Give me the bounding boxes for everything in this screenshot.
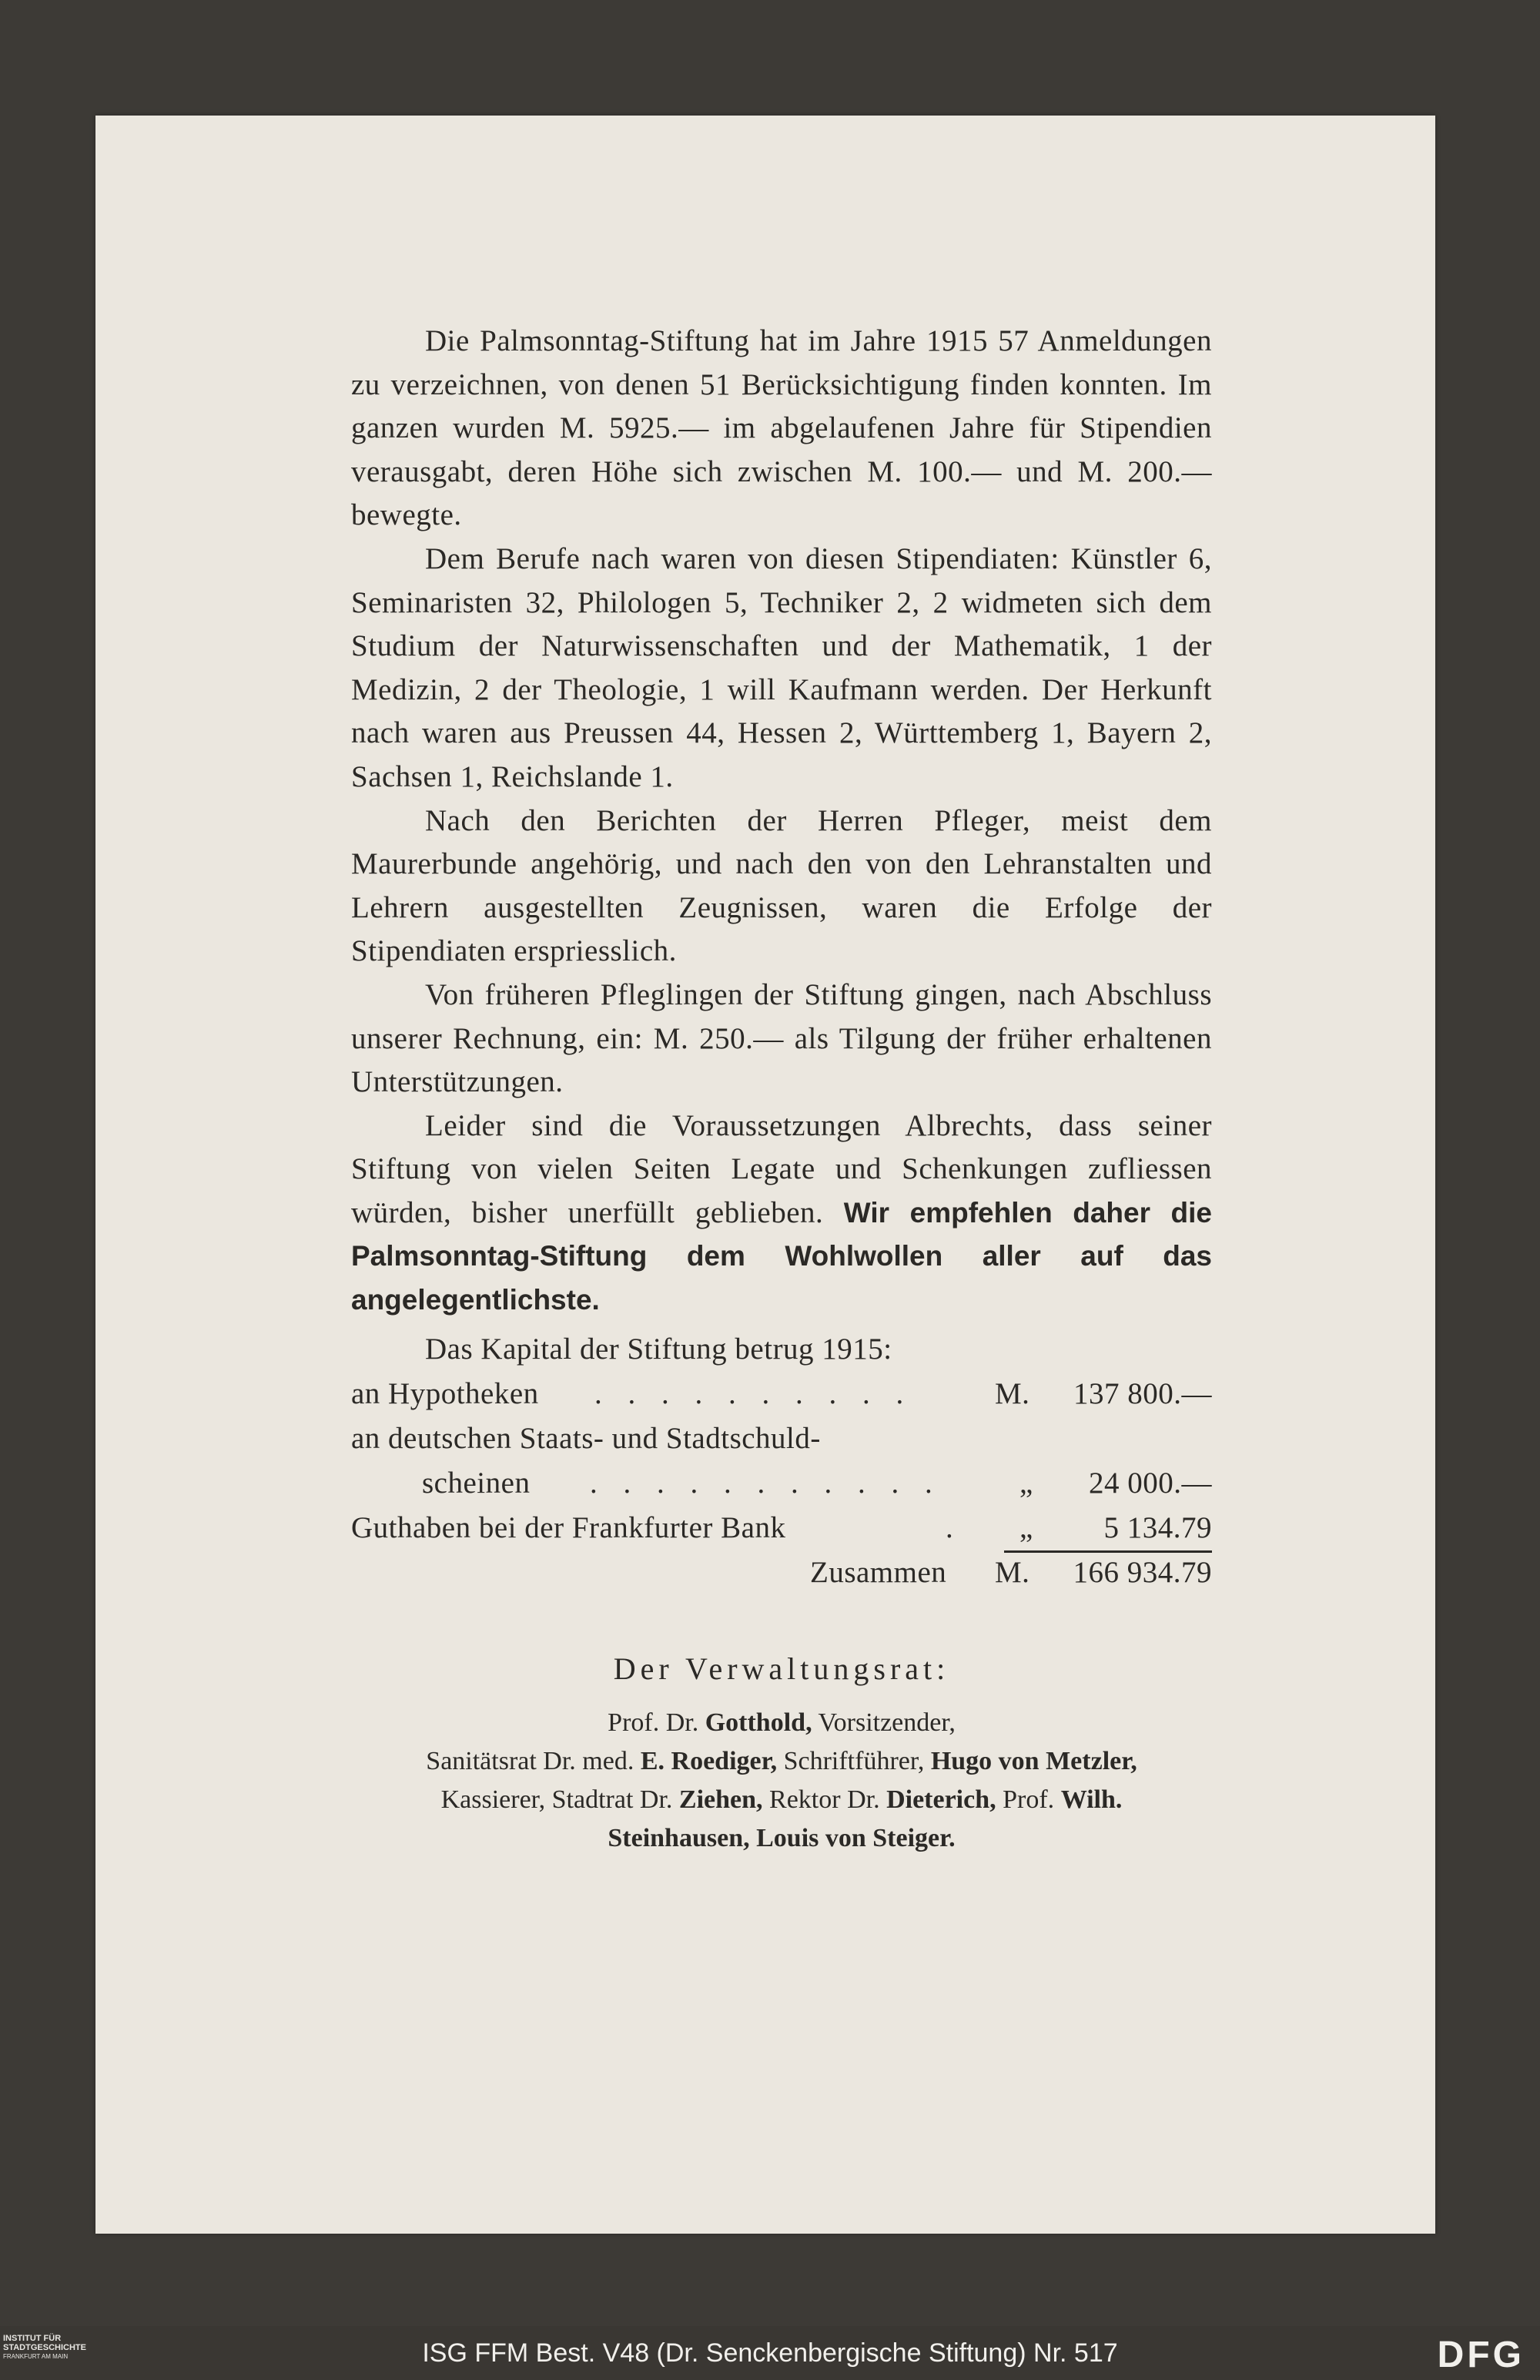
archive-signature: ISG FFM Best. V48 (Dr. Senckenbergische Stiftung) Nr. 517 bbox=[422, 2338, 1118, 2368]
currency: M. bbox=[995, 1376, 1030, 1410]
institute-city: FRANKFURT AM MAIN bbox=[3, 2353, 69, 2360]
council-members bbox=[351, 1704, 1212, 1858]
paragraph-5-text: Leider sind die Voraussetzungen Albrechts, dass seiner Stiftung von vielen Seiten Legate und Schenkungen zufliessen würden, bisher unerfüllt geblieben. bbox=[351, 1108, 1212, 1229]
member-name: E. Roediger, bbox=[640, 1746, 778, 1775]
council-text: Prof. Dr. bbox=[608, 1708, 699, 1737]
leader-dots: . . . . . . . . . . . bbox=[590, 1466, 942, 1500]
member-name: Hugo von Metzler, bbox=[930, 1746, 1137, 1775]
council-heading: Der Verwaltungsrat: bbox=[613, 1651, 950, 1686]
ledger-label: Guthaben bei der Frankfurter Bank bbox=[351, 1510, 786, 1544]
council-text: Rektor Dr. bbox=[769, 1785, 880, 1814]
ledger-row-bank bbox=[351, 1506, 1212, 1550]
paragraph-5 bbox=[351, 1105, 1212, 1322]
paragraph-4: Von früheren Pfleglingen der Stiftung gingen, nach Abschluss unserer Rechnung, ein: M. 250.— als Tilgung der früher erhaltenen Unterstützungen. bbox=[351, 977, 1212, 1099]
ledger-row-bonds-cont bbox=[351, 1461, 1212, 1506]
council-line-4: Steinhausen, Louis von Steiger. bbox=[608, 1823, 956, 1852]
ledger-row-mortgages bbox=[351, 1372, 1212, 1416]
council-text: Kassierer, Stadtrat Dr. bbox=[440, 1785, 673, 1814]
capital-intro: Das Kapital der Stiftung betrug 1915: bbox=[425, 1332, 892, 1366]
member-name: Ziehen, bbox=[678, 1785, 763, 1814]
paragraph-1: Die Palmsonntag-Stiftung hat im Jahre 1915 57 Anmeldungen zu verzeichnen, von denen 51 Berücksichtigung finden konnten. Im ganzen wurden M. 5925.— im abgelaufenen Jahre für Stipendien verausgabt, deren Höhe sich zwischen M. 100.— und M. 200.— bewegte. bbox=[351, 324, 1212, 532]
total-amount: 166 934.79 bbox=[1073, 1555, 1212, 1589]
leader-dots: . bbox=[946, 1510, 962, 1544]
council-text: Sanitätsrat Dr. med. bbox=[426, 1746, 634, 1775]
currency: M. bbox=[995, 1555, 1030, 1589]
ledger-row-total bbox=[351, 1550, 1212, 1595]
paragraph-3: Nach den Berichten der Herren Pfleger, meist dem Maurerbunde angehörig, und nach den von den Lehranstalten und Lehrern ausgestellten Zeugnissen, waren die Erfolge der Stipendiaten erspriesslich. bbox=[351, 803, 1212, 968]
council-text: Prof. bbox=[1003, 1785, 1055, 1814]
member-name: Wilh. bbox=[1060, 1785, 1123, 1814]
council-text: Vorsitzender, bbox=[818, 1708, 956, 1737]
paragraph-2: Dem Berufe nach waren von diesen Stipendiaten: Künstler 6, Seminaristen 32, Philologen 5, Techniker 2, 2 widmeten sich dem Studium der Naturwissenschaften und der Mathematik, 1 der Medizin, 2 der Theologie, 1 will Kaufmann werden. Der Herkunft nach waren aus Preussen 44, Hessen 2, Württemberg 1, Bayern 2, Sachsen 1, Reichslande 1. bbox=[351, 541, 1212, 793]
council-line-2 bbox=[351, 1742, 1212, 1781]
ledger-row-bonds bbox=[351, 1416, 1212, 1461]
dfg-logo: DFG bbox=[1437, 2335, 1525, 2375]
member-name: Dieterich, bbox=[886, 1785, 996, 1814]
archive-footer bbox=[0, 2326, 1540, 2380]
currency: „ bbox=[1019, 1510, 1033, 1544]
institute-name: STADTGESCHICHTE bbox=[3, 2343, 86, 2352]
document-text bbox=[351, 320, 1212, 1858]
capital-ledger bbox=[351, 1372, 1212, 1595]
council-line-1 bbox=[351, 1704, 1212, 1742]
currency: „ bbox=[1019, 1466, 1033, 1500]
ledger-amount: 24 000.— bbox=[1089, 1466, 1212, 1500]
institute-name: INSTITUT FÜR bbox=[3, 2334, 62, 2343]
member-name: Gotthold, bbox=[705, 1708, 812, 1737]
paragraph-5-emphasis: Wir empfehlen daher die Palmsonntag-Stiftung dem Wohlwollen aller auf das angelegentlichste. bbox=[351, 1196, 1213, 1316]
council-line-3 bbox=[351, 1781, 1212, 1819]
ledger-label: an deutschen Staats- und Stadtschuld- bbox=[351, 1421, 821, 1455]
leader-dots: . . . . . . . . . . bbox=[594, 1376, 913, 1410]
ledger-amount: 5 134.79 bbox=[1103, 1510, 1212, 1544]
total-label: Zusammen bbox=[810, 1555, 947, 1589]
ledger-label: scheinen bbox=[422, 1466, 531, 1500]
ledger-label: an Hypotheken bbox=[351, 1376, 539, 1410]
council-text: Schriftführer, bbox=[783, 1746, 925, 1775]
ledger-amount: 137 800.— bbox=[1073, 1376, 1212, 1410]
